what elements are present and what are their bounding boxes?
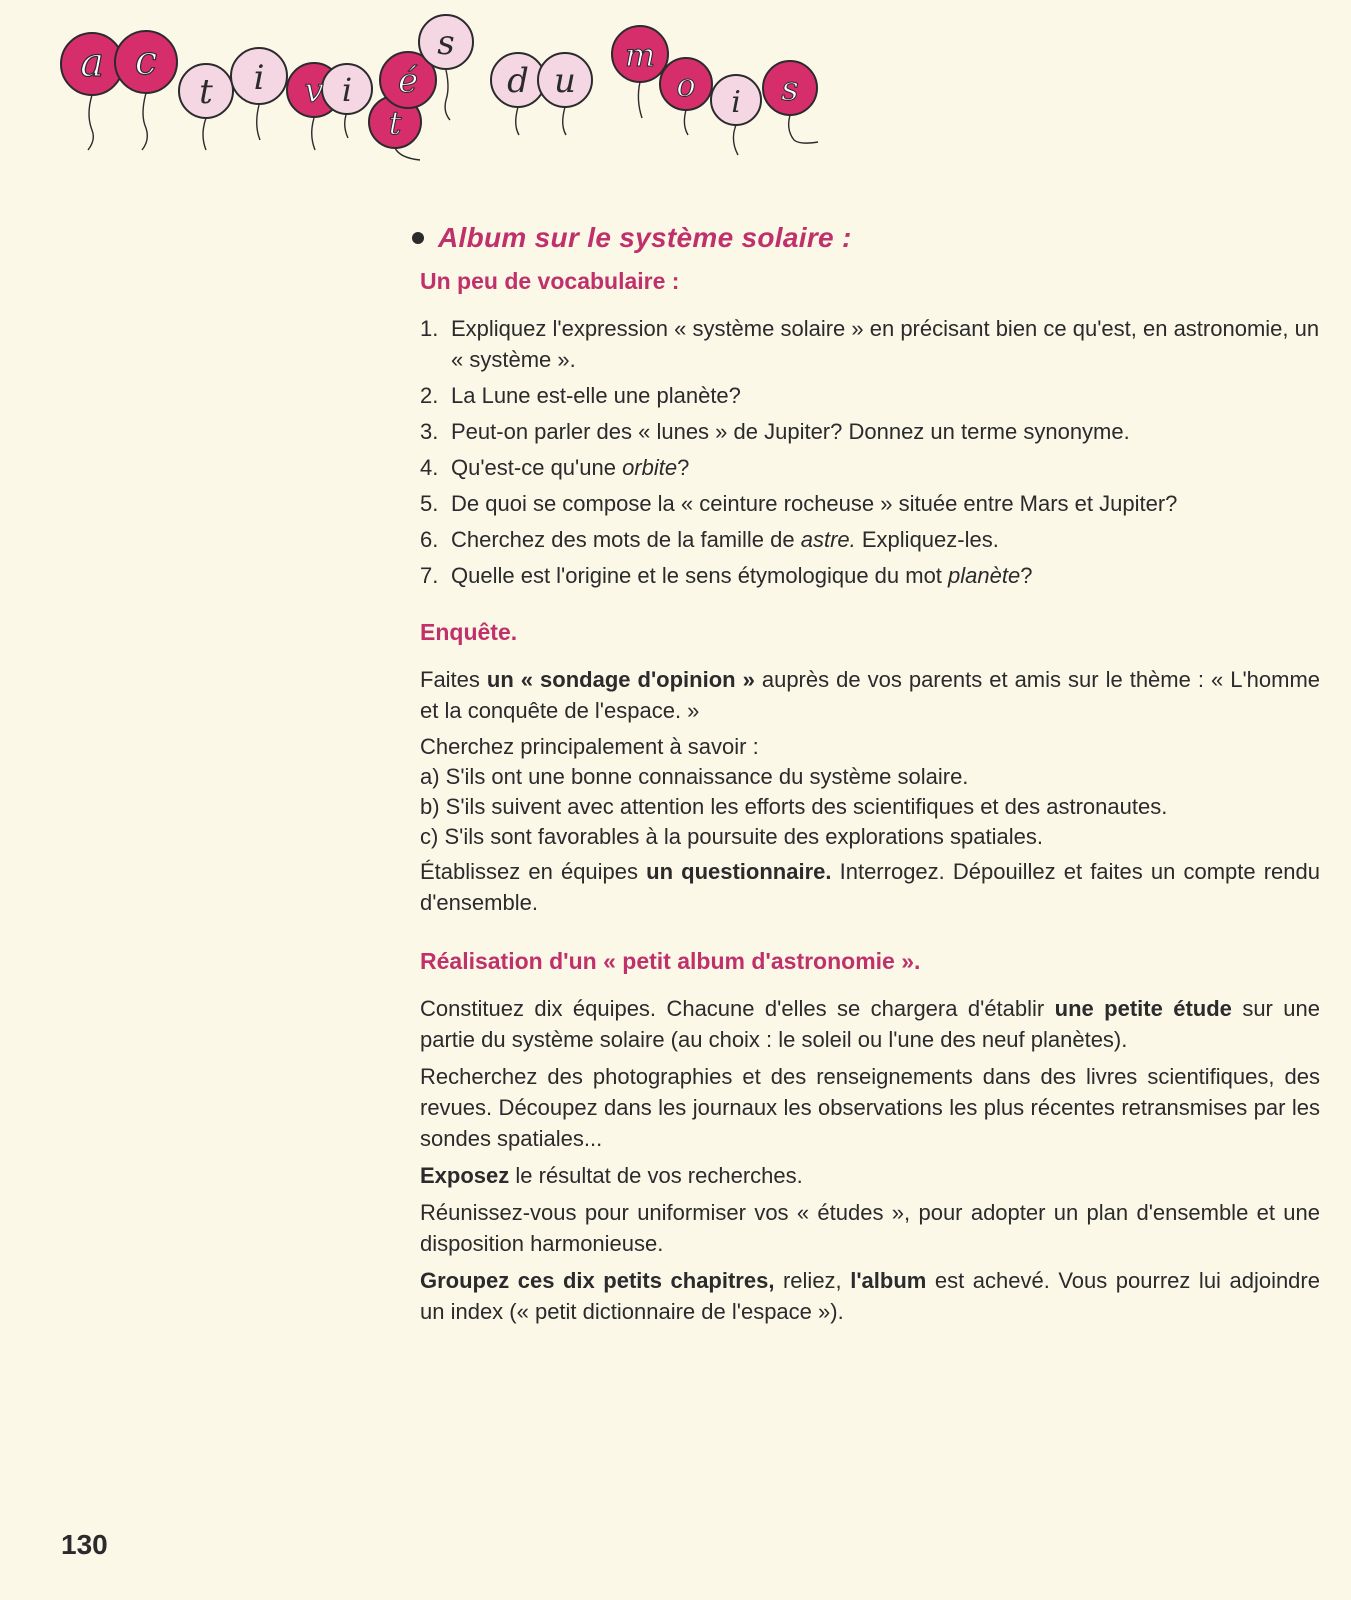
item-emphasis: planète [948,563,1021,588]
text-run: est achevé. Vous pourrez lui adjoindre un index (« petit dictionnaire de l'espace »). [420,1268,1320,1324]
enquete-section [420,619,1320,918]
balloon-letter: v [304,71,324,111]
text-run: auprès de vos parents et amis sur le thème : « L'homme et la conquête de l'espace. » [420,667,1321,723]
text-run: Interrogez. Dépouillez et faites un compte rendu d'ensemble. [420,859,1320,915]
bold-run: l'album [850,1268,927,1293]
balloon-letter: i [731,85,741,120]
bullet-icon [412,232,424,244]
enquete-list-item: b) S'ils suivent avec attention les efforts des scientifiques et des astronautes. [420,794,1168,819]
balloon-letter: m [624,36,656,74]
enquete-section-title: Enquête. [420,619,518,645]
item-number: 5. [420,491,439,516]
item-text: Qu'est-ce qu'une [451,455,623,480]
realisation-paragraph [420,1265,1320,1327]
realisation-section-title: Réalisation d'un « petit album d'astronomie ». [420,948,921,974]
realisation-section [420,948,1320,1327]
text-run: sur une partie du système solaire (au choix : le soleil ou l'une des neuf planètes). [420,996,1320,1052]
bold-run: Groupez ces dix petits chapitres, [420,1268,775,1293]
page-number: 130 [61,1529,108,1560]
bold-run: un « sondage d'opinion » [486,667,755,692]
item-text: Quelle est l'origine et le sens étymologique du mot [451,563,949,588]
item-emphasis: orbite [622,455,678,480]
balloon-letter: o [676,66,696,104]
vocab-section-title: Un peu de vocabulaire : [420,268,680,294]
page-content [420,222,1320,1333]
vocab-item [420,560,1320,591]
text-run: le résultat de vos recherches. [509,1163,803,1188]
text-run: reliez, [774,1268,851,1293]
balloon-title-header [0,0,860,170]
item-number: 2. [420,383,439,408]
balloon-letter: s [437,23,455,63]
item-number: 6. [420,527,439,552]
item-text: Expliquez l'expression « système solaire » en précisant bien ce qu'est, en astronomie, un « système ». [451,316,1320,372]
bold-run: Exposez [420,1163,510,1188]
text-run: Établissez en équipes [420,859,647,884]
enquete-list-item: a) S'ils ont une bonne connaissance du système solaire. [420,764,969,789]
bold-run: une petite étude [1054,996,1232,1021]
main-title-text: Album sur le système solaire : [438,222,852,253]
enquete-list-item: c) S'ils sont favorables à la poursuite des explorations spatiales. [420,824,1043,849]
item-number: 4. [420,455,439,480]
vocab-list [420,313,1320,591]
main-title [412,222,1320,254]
item-text: Expliquez-les. [855,527,999,552]
text-run: Faites [420,667,487,692]
vocab-item [420,380,1320,411]
item-emphasis: astre. [800,527,856,552]
balloon-letter: d [507,61,529,101]
balloon-letter: s [781,69,799,109]
item-number: 3. [420,419,439,444]
balloon-letter: c [134,38,158,84]
item-number: 7. [420,563,439,588]
balloon-letter: i [341,71,353,109]
item-text: Cherchez des mots de la famille de [451,527,801,552]
vocab-item [420,313,1320,375]
item-text: De quoi se compose la « ceinture rocheuse » située entre Mars et Jupiter? [451,491,1178,516]
item-number: 1. [420,316,439,341]
enquete-paragraph [420,664,1320,726]
item-text: ? [677,455,690,480]
realisation-paragraph: Recherchez des photographies et des renseignements dans des livres scientifiques, des revues. Découpez dans les journaux les observations les plus récentes retransmises par les sondes spatiales... [420,1064,1320,1151]
item-text: La Lune est-elle une planète? [451,383,741,408]
vocab-item [420,452,1320,483]
realisation-paragraph [420,1160,1320,1191]
balloon-letter: a [80,40,104,86]
enquete-paragraph: Cherchez principalement à savoir : [420,734,759,759]
text-run: Constituez dix équipes. Chacune d'elles se chargera d'établir [420,996,1055,1021]
balloon-letter: u [554,61,576,101]
balloon-letter: é [397,61,419,101]
bold-run: un questionnaire. [646,859,832,884]
item-text: Peut-on parler des « lunes » de Jupiter? Donnez un terme synonyme. [451,419,1130,444]
vocab-item [420,524,1320,555]
balloon-letter: t [199,72,213,112]
realisation-paragraph [420,993,1320,1055]
balloon-letter: t [388,104,402,142]
balloon-letter: i [253,58,265,98]
vocab-item [420,416,1320,447]
enquete-paragraph [420,856,1320,918]
vocab-item [420,488,1320,519]
realisation-paragraph: Réunissez-vous pour uniformiser vos « études », pour adopter un plan d'ensemble et une disposition harmonieuse. [420,1200,1320,1256]
item-text: ? [1020,563,1033,588]
